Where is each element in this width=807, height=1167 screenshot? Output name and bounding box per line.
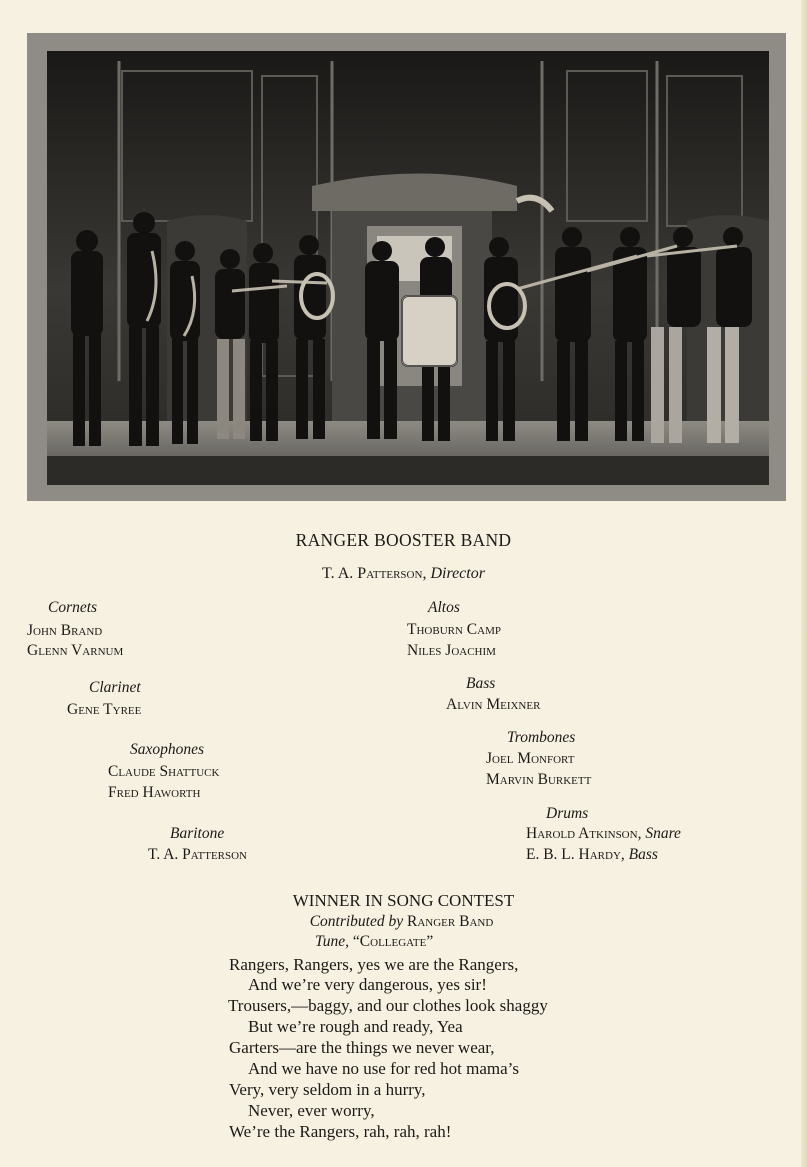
member-name: T. A. Patterson — [148, 846, 248, 863]
member-name: Alvin Meixner — [446, 696, 541, 713]
section-label-altos: Altos — [428, 599, 460, 616]
section-label-trombones: Trombones — [507, 729, 576, 746]
member-name: Gene Tyree — [67, 701, 142, 718]
member-name: Joel Monfort — [486, 750, 575, 767]
song-line: And we’re very dangerous, yes sir! — [248, 975, 487, 994]
member-name: Marvin Burkett — [486, 771, 592, 788]
section-label-cornets: Cornets — [48, 599, 98, 616]
section-label-bass: Bass — [466, 675, 496, 692]
member-role: Snare — [645, 825, 681, 842]
section-label-drums: Drums — [546, 805, 589, 822]
contributed-label: Contributed by — [309, 913, 404, 930]
member-name: Thoburn Camp — [407, 621, 501, 638]
song-line: But we’re rough and ready, Yea — [248, 1017, 463, 1036]
song-line: Trousers,—baggy, and our clothes look shaggy — [228, 996, 548, 1015]
band-photograph — [47, 51, 769, 485]
member-name: E. B. L. Hardy — [526, 846, 621, 863]
song-line: And we have no use for red hot mama’s — [248, 1059, 519, 1078]
song-line: Garters—are the things we never wear, — [229, 1038, 495, 1057]
member-name: Niles Joachim — [407, 642, 496, 659]
song-line: Rangers, Rangers, yes we are the Rangers, — [229, 955, 519, 974]
song-line: Never, ever worry, — [248, 1101, 375, 1120]
section-label-saxophones: Saxophones — [130, 741, 205, 758]
page-edge — [801, 0, 807, 1167]
song-contributed — [0, 914, 807, 930]
tune-name: “Collegate” — [352, 933, 434, 950]
member-name: Claude Shattuck — [108, 763, 220, 780]
member-role: Bass — [628, 846, 658, 863]
contributor-name: Ranger Band — [407, 913, 494, 930]
director-role: Director — [430, 565, 485, 582]
section-label-baritone: Baritone — [170, 825, 225, 842]
song-title: WINNER IN SONG CONTEST — [292, 891, 515, 910]
member-name: Glenn Varnum — [27, 642, 124, 659]
director-name: T. A. Patterson — [322, 565, 423, 582]
section-label-clarinet: Clarinet — [89, 679, 141, 696]
song-tune — [315, 934, 433, 950]
band-title: RANGER BOOSTER BAND — [295, 530, 512, 550]
tune-label: Tune, — [315, 933, 350, 950]
member-name: Fred Haworth — [108, 784, 201, 801]
song-line: We’re the Rangers, rah, rah, rah! — [229, 1122, 452, 1141]
band-director: T. A. Patterson, Director — [322, 565, 485, 582]
drums-member-snare: Harold Atkinson, Snare — [526, 825, 681, 842]
drums-member-bass: E. B. L. Hardy, Bass — [526, 846, 658, 863]
member-name: Harold Atkinson — [526, 825, 638, 842]
song-line: Very, very seldom in a hurry, — [229, 1080, 426, 1099]
member-name: John Brand — [27, 622, 103, 639]
